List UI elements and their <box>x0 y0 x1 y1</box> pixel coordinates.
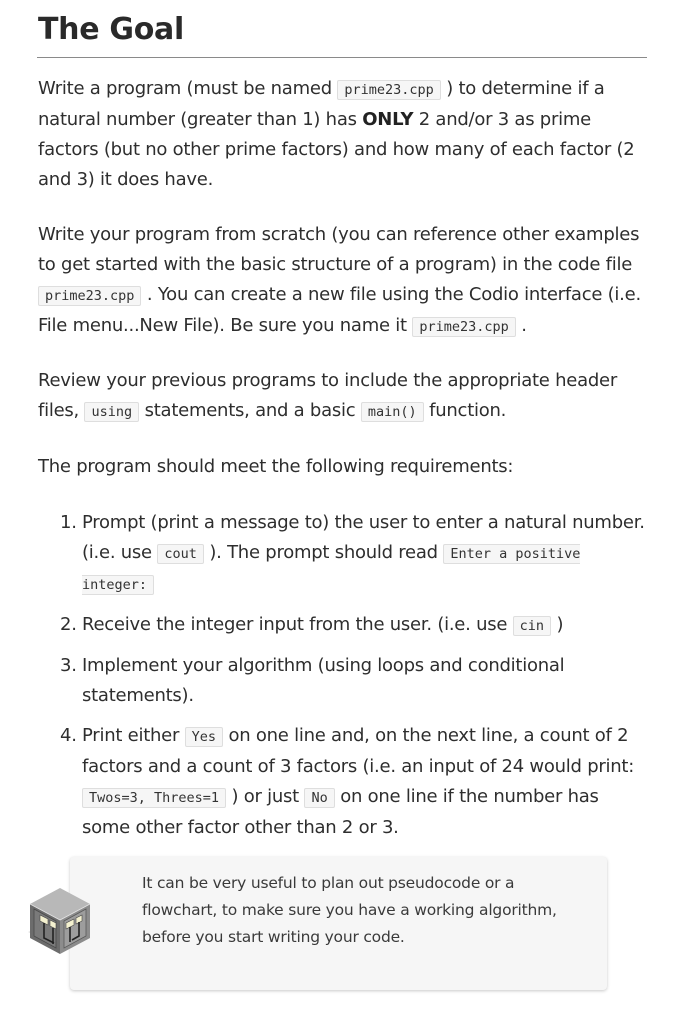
list-item: 1. Prompt (print a message to) the user to enter a natural number. (i.e. use cout ). The prompt should read Enter a positive integer: <box>38 508 650 600</box>
goal-paragraph <box>38 74 650 195</box>
flowchart-cube-icon <box>24 884 96 956</box>
cin-code: cin <box>513 616 551 636</box>
only-emphasis: ONLY <box>362 109 414 130</box>
scratch-text-2: . You can create a new file using the Codio interface (i.e. File menu...New File). Be sure you name it <box>38 284 641 336</box>
review-text-3: function. <box>423 400 507 421</box>
review-text-1: Review your previous programs to include the appropriate header files, <box>38 370 618 421</box>
title-divider <box>37 57 647 58</box>
goal-text-3: 2 and/or 3 as prime factors (but no other prime factors) and how many of each factor (2 and 3) it does have. <box>38 109 635 190</box>
list-item: 4. Print either Yes on one line and, on the next line, a count of 2 factors and a count of 3 factors (i.e. an input of 24 would print: Twos=3, Threes=1 ) or just No on one line if the number has some other factor other than 2 or 3. <box>38 721 650 843</box>
filename-code: prime23.cpp <box>412 317 515 337</box>
list-number: 3. <box>60 655 77 676</box>
filename-code: prime23.cpp <box>337 80 440 100</box>
review-text-2: statements, and a basic <box>139 400 361 421</box>
requirements-list <box>38 508 650 853</box>
scratch-text-3: . <box>515 315 527 336</box>
no-code: No <box>304 788 334 808</box>
prompt-code: Enter a positive integer: <box>82 546 581 593</box>
list-item: 2. Receive the integer input from the user. (i.e. use cin ) <box>38 610 650 641</box>
tip-text: It can be very useful to plan out pseudocode or a flowchart, to make sure you have a working algorithm, before you start writing your code. <box>142 874 557 946</box>
list-item: 3. Implement your algorithm (using loops and conditional statements). <box>38 651 650 711</box>
scratch-paragraph <box>38 220 650 342</box>
requirements-intro: The program should meet the following requirements: <box>38 456 514 477</box>
yes-code: Yes <box>185 727 223 747</box>
goal-text-2: ) to determine if a natural number (greater than 1) has <box>38 78 605 130</box>
goal-text-1: Write a program (must be named <box>38 78 338 99</box>
cout-code: cout <box>157 544 204 564</box>
scratch-text-1: Write your program from scratch (you can reference other examples to get started with the basic structure of a program) in the code file <box>38 224 640 275</box>
list-number: 4. <box>60 725 77 746</box>
filename-code: prime23.cpp <box>38 286 141 306</box>
output-example-code: Twos=3, Threes=1 <box>82 788 226 808</box>
list-number: 1. <box>60 512 77 533</box>
using-code: using <box>84 402 139 422</box>
page-title: The Goal <box>38 12 184 47</box>
main-code: main() <box>361 402 424 422</box>
list-number: 2. <box>60 614 77 635</box>
review-paragraph <box>38 366 650 427</box>
